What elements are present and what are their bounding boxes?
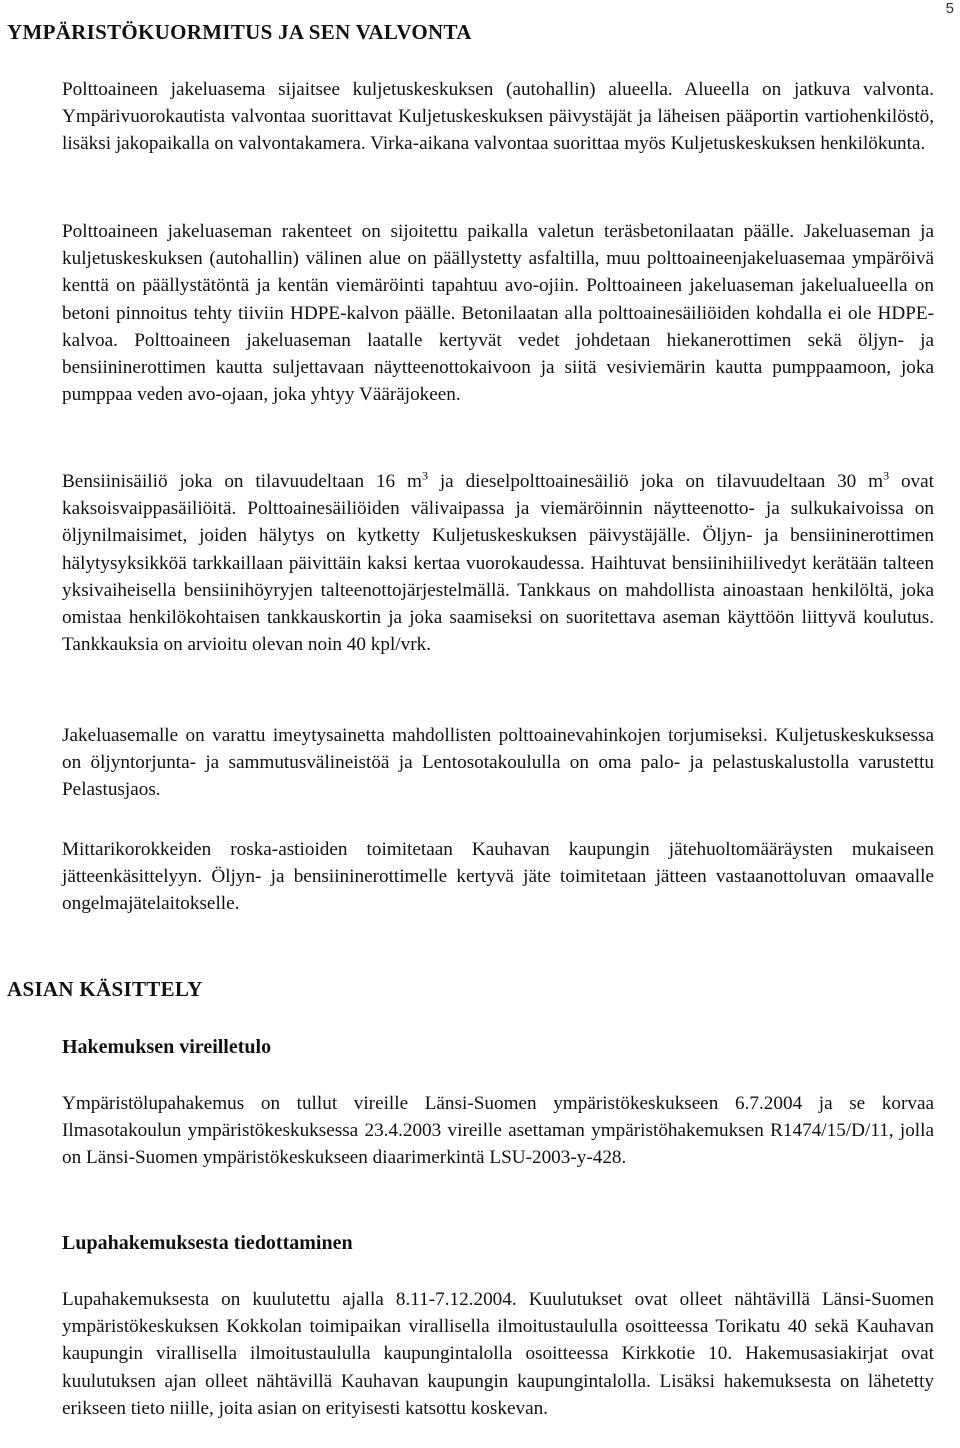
- section-title-ymparistokuormitus: YMPÄRISTÖKUORMITUS JA SEN VALVONTA: [7, 20, 472, 44]
- paragraph-torjunta: Jakeluasemalle on varattu imeytysainetta mahdollisten polttoainevahinkojen torjumiseksi. Kuljetuskeskuksessa on öljyntorjunta- ja sammutusvälineistöä ja Lentosotakoululla on oma palo- ja pelastuskalustolla varustettu Pelastusjaos.: [62, 725, 934, 801]
- sailiot-text-part2: ja dieselpolttoainesäiliö joka on tilavuudeltaan 30 m: [427, 471, 884, 492]
- heading-lupahakemuksesta-tiedottaminen: Lupahakemuksesta tiedottaminen: [62, 1232, 353, 1254]
- paragraph-vireilletulo: Ympäristölupahakemus on tullut vireille Länsi-Suomen ympäristökeskukseen 6.7.2004 ja se korvaa Ilmasotakoulun ympäristökeskuksessa 23.4.2003 vireille asettaman ympäristöhakemuksen R1474/15/D/11, jolla on Länsi-Suomen ympäristökeskukseen diaarimerkintä LSU-2003-y-428.: [62, 1093, 934, 1169]
- paragraph-tiedottaminen: Lupahakemuksesta on kuulutettu ajalla 8.11-7.12.2004. Kuulutukset ovat olleet nähtävillä Länsi-Suomen ympäristökeskuksen Kokkolan toimipaikan virallisella ilmoitustaululla osoitteessa Torikatu 40 sekä Kauhavan kaupungin virallisella ilmoitustaululla kaupungintalolla osoitteessa Kirkkotie 10. Hakemusasiakirjat ovat kuulutuksen ajan olleet nähtävillä Kauhavan kaupungin kaupungintalolla. Lisäksi hakemuksesta on lähetetty erikseen tieto niille, joita asian on erityisesti katsottu koskevan.: [62, 1289, 934, 1419]
- section-title-asian-kasittely: ASIAN KÄSITTELY: [7, 977, 203, 1001]
- paragraph-valvonta: Polttoaineen jakeluasema sijaitsee kuljetuskeskuksen (autohallin) alueella. Alueella on jatkuva valvonta. Ympärivuorokautista valvontaa suorittavat Kuljetuskeskuksen päivystäjät ja läheisen pääportin vartiohenkilöstö, lisäksi jakopaikalla on valvontakamera. Virka-aikana valvontaa suorittaa myös Kuljetuskeskuksen henkilökunta.: [62, 79, 934, 155]
- superscript-cubic-2: 3: [883, 468, 890, 483]
- superscript-cubic-1: 3: [421, 468, 428, 483]
- page-number: 5: [945, 0, 954, 17]
- paragraph-rakenteet: Polttoaineen jakeluaseman rakenteet on sijoitettu paikalla valetun teräsbetonilaatan päälle. Jakeluaseman ja kuljetuskeskuksen (autohallin) välinen alue on päällystetty asfaltilla, muu polttoaineenjakeluasemaa ympäröivä kenttä on päällystätöntä ja kentän viemäröinti tapahtuu avo-ojiin. Polttoaineen jakeluaseman jakelualueella on betoni pinnoitus tehty tiiviin HDPE-kalvon päälle. Betonilaatan alla polttoainesäiliöiden kohdalla ei ole HDPE-kalvoa. Polttoaineen jakeluaseman laatalle kertyvät vedet johdetaan hiekanerottimen sekä öljyn- ja bensiininerottimen kautta suljettavaan näytteenottokaivoon ja siitä vesiviemärin kautta pumppaamoon, joka pumppaa veden avo-ojaan, joka yhtyy Vääräjokeen.: [62, 221, 934, 406]
- sailiot-text-part1: Bensiinisäiliö joka on tilavuudeltaan 16 m: [62, 471, 422, 492]
- paragraph-sailiot: [62, 468, 934, 658]
- heading-hakemuksen-vireilletulo: Hakemuksen vireilletulo: [62, 1036, 272, 1058]
- paragraph-jatehuolto: Mittarikorokkeiden roska-astioiden toimitetaan Kauhavan kaupungin jätehuoltomääräysten mukaiseen jätteenkäsittelyyn. Öljyn- ja bensiininerottimelle kertyvä jäte toimitetaan jätteen vastaanottoluvan omaavalle ongelmajätelaitokselle.: [62, 839, 934, 915]
- sailiot-text-part3: ovat kaksoisvaippasäiliöitä. Polttoainesäiliöiden välivaipassa ja viemäröinnin näytteenotto- ja sulkukaivoissa on öljynilmaisimet, joiden hälytys on kytketty Kuljetuskeskuksen päivystäjälle. Öljyn- ja bensiininerottimen hälytysyksikköä tarkkaillaan päivittäin kaksi kertaa vuorokaudessa. Haihtuvat bensiinihiilivedyt kerätään talteen yksivaiheisella bensiinihöyryjen talteenottojärjestelmällä. Tankkaus on mahdollista ainoastaan henkilöltä, joka omistaa henkilökohtaisen tankkauskortin ja joka saamiseksi on suoritettava aseman käyttöön liittyvä koulutus. Tankkauksia on arvioitu olevan noin 40 kpl/vrk.: [62, 471, 934, 656]
